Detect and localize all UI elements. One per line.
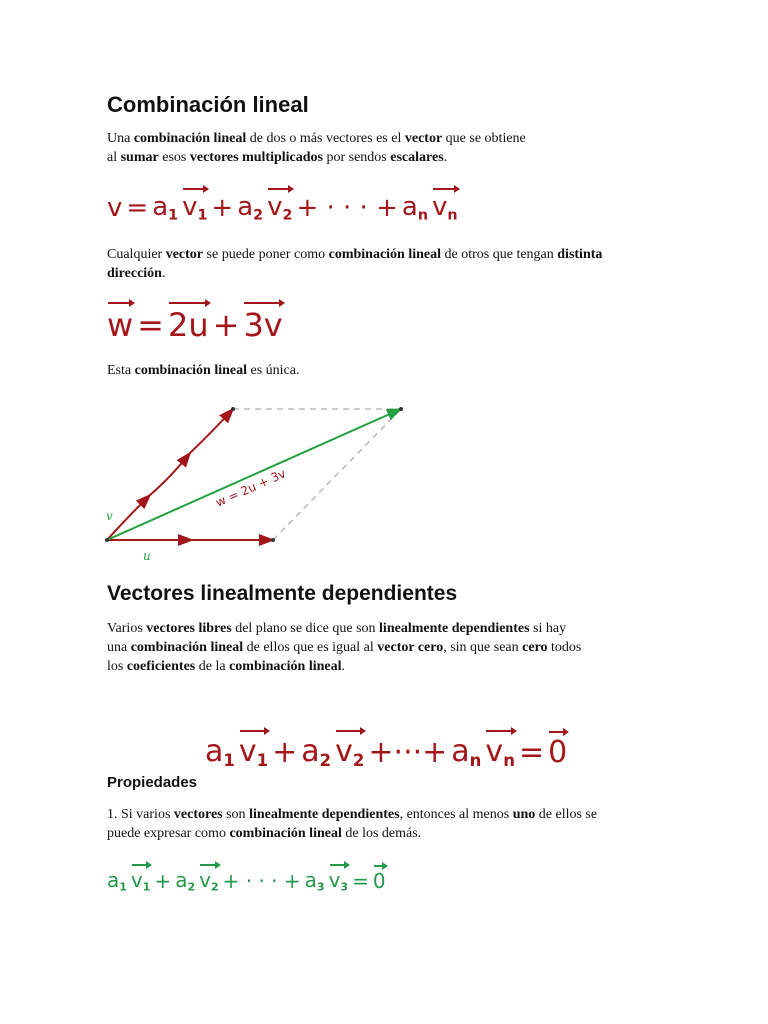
formula-symbol: $a_n$ [451,734,482,770]
bold-term: vectores libres [146,621,232,636]
formula-symbol: $a_2$ [237,192,264,224]
formula-symbol: $a_1$ [152,192,179,224]
text-segment: del plano se dice que son [231,621,380,636]
green-dependence-formula [107,862,390,893]
text-segment: de ellos que es igual al [243,640,378,655]
page-title: Combinación lineal [107,92,309,117]
bold-term: combinación lineal [134,363,248,378]
text-segment: Esta [107,363,135,378]
label-w: w = 2u + 3v [213,466,288,510]
text-segment: , entonces al menos [399,807,513,822]
properties-heading: Propiedades [107,774,198,791]
vector-v-chain-3 [190,409,233,453]
text-line [107,805,597,824]
label-v: v [106,509,113,523]
formula-symbol: v [107,193,123,224]
vector-symbol: 2u [168,300,209,344]
text-segment: se puede poner como [203,247,329,262]
formula-symbol: +···+ [368,734,448,770]
formula-symbol: $a_2$ [301,734,332,770]
vector-symbol: $v_3$ [329,862,349,893]
bold-term: combinación lineal [229,826,342,841]
bold-term: linealmente dependientes [379,621,530,636]
text-segment: Cualquier [107,247,166,262]
formula-symbol: = [518,734,545,770]
bold-term: combinación lineal [328,247,442,262]
text-segment: si hay [529,621,567,636]
formula-symbol: $a_n$ [401,192,429,224]
vector-symbol: 3v [243,300,282,344]
formula-symbol: = [137,306,164,344]
vector-symbol: $v_1$ [182,186,207,223]
bold-term: vectores [173,807,223,822]
vector-symbol: $v_2$ [199,862,219,893]
text-segment: los [107,659,127,674]
bold-term: cero [522,640,548,655]
vector-symbol: $v_n$ [485,728,515,770]
text-segment: de dos o más vectores es el [246,131,405,146]
formula-symbol: $a_1$ [107,868,127,894]
vector-symbol: 0 [548,729,567,770]
text-segment: , sin que sean [443,640,523,655]
text-segment: por sendos [322,150,391,165]
vector-v-chain [107,495,150,540]
dashed-line-right [273,409,401,540]
vector-symbol: $v_1$ [131,862,151,893]
bold-term: combinación lineal [133,131,247,146]
text-segment: al [107,150,121,165]
text-segment: Una [107,131,134,146]
vector-symbol: $v_2$ [335,728,364,770]
text-segment: 1. Si varios [107,807,174,822]
formula-symbol: + [154,869,172,894]
text-segment: . [161,266,166,281]
text-segment: es única. [247,363,300,378]
text-line [107,638,581,657]
text-segment: de ellos se [535,807,598,822]
text-line [107,619,581,638]
text-line [107,824,597,843]
vector-symbol: $v_1$ [239,728,268,770]
label-u: u [143,549,151,563]
bold-term: vector [165,247,204,262]
text-segment: que se obtiene [442,131,526,146]
vector-symbol: $v_2$ [267,186,292,223]
formula-symbol: + · · · + [222,869,301,894]
formula-symbol: = [126,193,149,224]
formula-symbol: $a_1$ [205,734,235,770]
text-segment: esos [158,150,190,165]
bold-term: uno [512,807,536,822]
bold-term: combinación lineal [130,640,244,655]
text-segment: de la [195,659,230,674]
formula-symbol: + [212,306,240,344]
dependent-definition-paragraph [107,619,581,676]
vector-w [107,409,401,540]
bold-term: linealmente dependientes [249,807,400,822]
text-segment: de otros que tengan [441,247,558,262]
bold-term: sumar [120,150,159,165]
bold-term: distinta [557,247,603,262]
vector-symbol: w [107,300,133,344]
formula-symbol: $a_2$ [175,868,196,894]
vector-symbol: 0 [373,863,386,893]
formula-symbol: + [211,193,234,224]
dependence-formula [205,728,571,770]
text-segment: una [107,640,131,655]
formula-symbol: + [272,734,298,770]
bold-term: escalares [390,150,444,165]
bold-term: coeficientes [126,659,196,674]
bold-term: combinación lineal [229,659,342,674]
vector-v-chain-2 [150,453,190,495]
text-segment: son [222,807,250,822]
bold-term: dirección [107,266,162,281]
formula-symbol: = [352,869,369,894]
bold-term: vector [404,131,443,146]
bold-term: vector cero [377,640,444,655]
formula-symbol: $a_3$ [304,868,325,894]
text-segment: . [341,659,345,674]
formula-symbol: + · · · + [296,193,398,224]
text-segment: . [443,150,448,165]
section-heading: Vectores linealmente dependientes [107,582,458,605]
text-segment: puede expresar como [107,826,230,841]
vector-symbol: $v_n$ [432,186,458,223]
bold-term: vectores multiplicados [189,150,323,165]
property-1-paragraph [107,805,597,843]
text-segment: de los demás. [341,826,422,841]
text-line [107,657,581,676]
text-segment: Varios [107,621,147,636]
text-segment: todos [547,640,582,655]
